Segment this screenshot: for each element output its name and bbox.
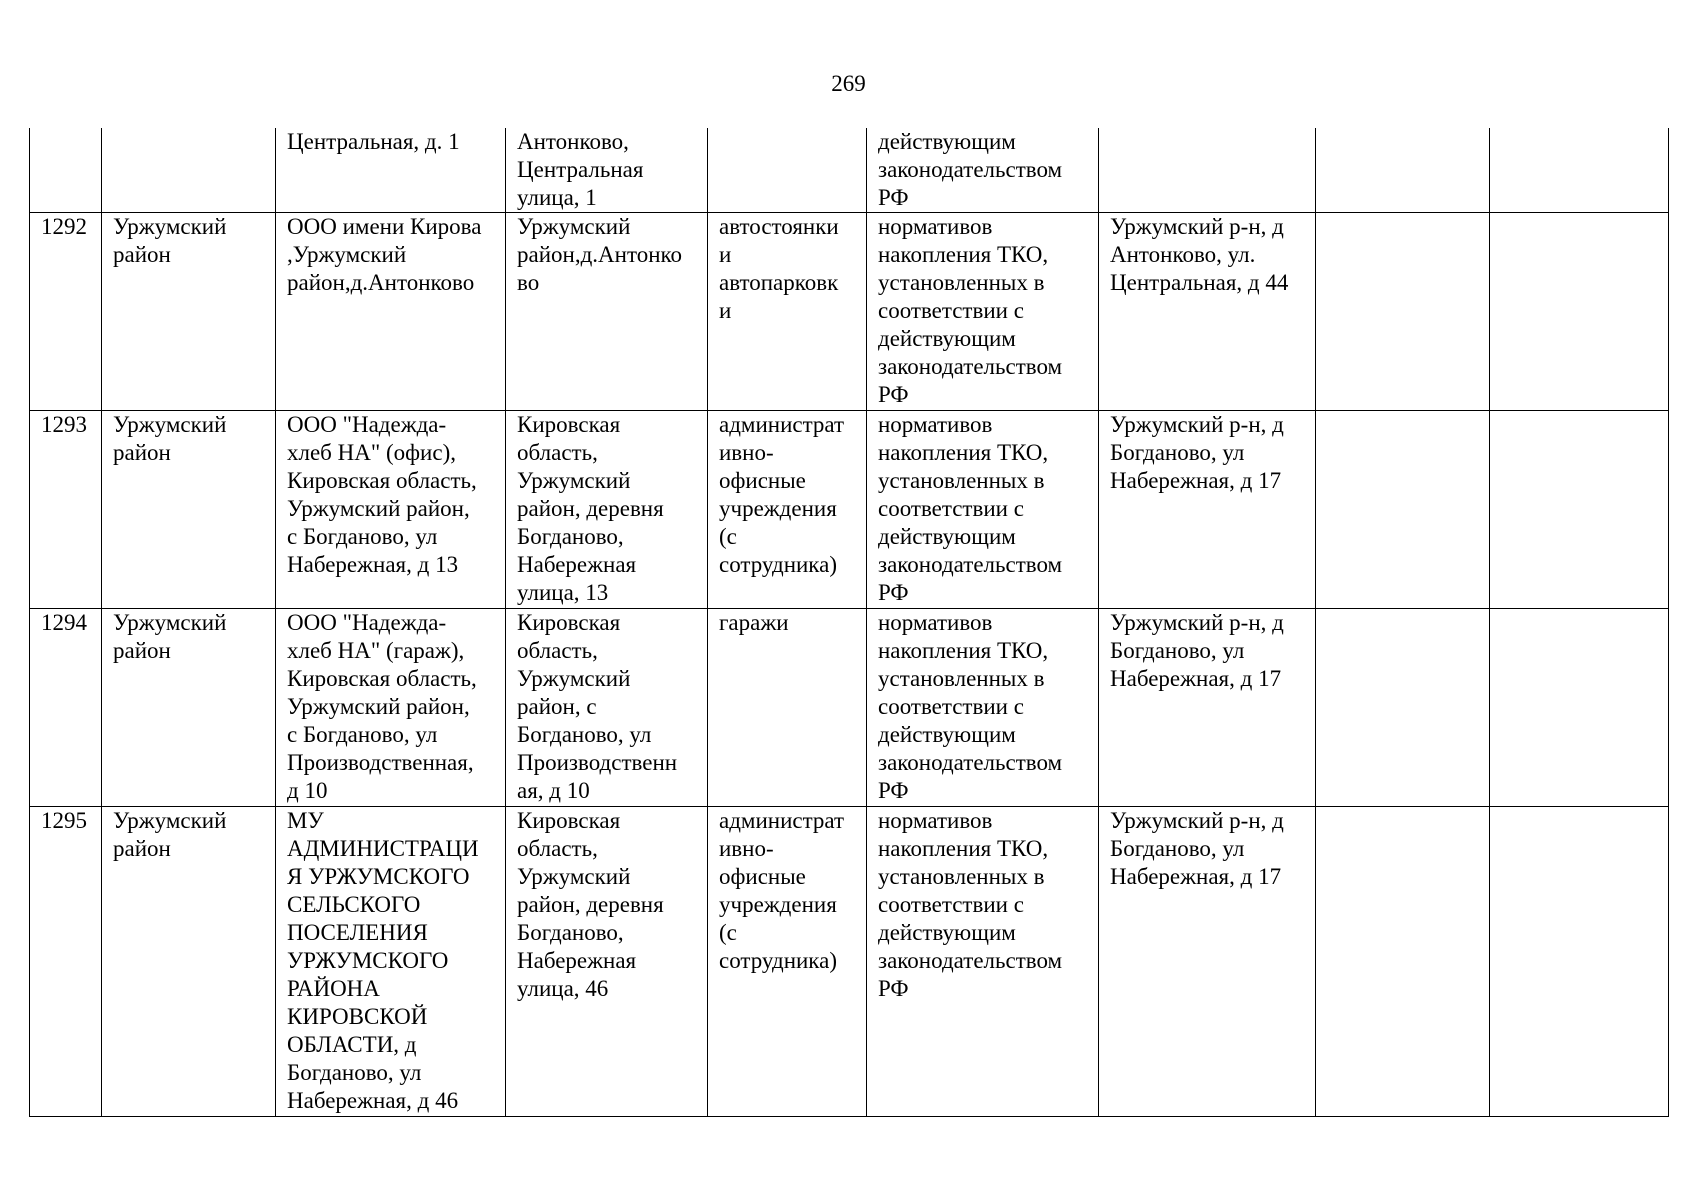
site-address-cell: Уржумский р-н, д Богданово, ул Набережная, д 17	[1099, 807, 1316, 1117]
table-row	[30, 807, 1669, 1117]
norms-cell: действующим законодательством РФ	[867, 128, 1099, 213]
organization-cell: ООО имени Кирова ,Уржумский район,д.Антонково	[276, 213, 506, 411]
table-row	[30, 213, 1669, 411]
registry-table	[29, 128, 1669, 1117]
address-cell: Кировская область, Уржумский район, деревня Богданово, Набережная улица, 13	[506, 411, 708, 609]
district-cell: Уржумский район	[102, 807, 276, 1117]
row-number-cell	[30, 128, 102, 213]
table-row	[30, 609, 1669, 807]
empty-cell	[1316, 411, 1490, 609]
row-number-cell: 1295	[30, 807, 102, 1117]
organization-cell: ООО "Надежда- хлеб НА" (офис), Кировская область, Уржумский район, с Богданово, ул Набережная, д 13	[276, 411, 506, 609]
empty-cell	[1490, 213, 1669, 411]
row-number-cell: 1293	[30, 411, 102, 609]
norms-cell: нормативов накопления ТКО, установленных в соответствии с действующим законодательством РФ	[867, 411, 1099, 609]
empty-cell	[1316, 609, 1490, 807]
empty-cell	[1490, 128, 1669, 213]
empty-cell	[1490, 807, 1669, 1117]
organization-cell: ООО "Надежда- хлеб НА" (гараж), Кировская область, Уржумский район, с Богданово, ул Производственная, д 10	[276, 609, 506, 807]
empty-cell	[1316, 807, 1490, 1117]
site-address-cell: Уржумский р-н, д Антонково, ул. Центральная, д 44	[1099, 213, 1316, 411]
norms-cell: нормативов накопления ТКО, установленных в соответствии с действующим законодательством РФ	[867, 609, 1099, 807]
empty-cell	[1316, 128, 1490, 213]
district-cell	[102, 128, 276, 213]
empty-cell	[1490, 411, 1669, 609]
site-address-cell: Уржумский р-н, д Богданово, ул Набережная, д 17	[1099, 411, 1316, 609]
table-row	[30, 411, 1669, 609]
address-cell: Уржумский район,д.Антонко во	[506, 213, 708, 411]
address-cell: Кировская область, Уржумский район, деревня Богданово, Набережная улица, 46	[506, 807, 708, 1117]
object-type-cell	[708, 128, 867, 213]
district-cell: Уржумский район	[102, 213, 276, 411]
object-type-cell: администрат ивно- офисные учреждения (с сотрудника)	[708, 807, 867, 1117]
address-cell: Антонково, Центральная улица, 1	[506, 128, 708, 213]
table-row	[30, 128, 1669, 213]
object-type-cell: гаражи	[708, 609, 867, 807]
row-number-cell: 1292	[30, 213, 102, 411]
empty-cell	[1316, 213, 1490, 411]
district-cell: Уржумский район	[102, 411, 276, 609]
page-number: 269	[831, 71, 866, 96]
empty-cell	[1490, 609, 1669, 807]
district-cell: Уржумский район	[102, 609, 276, 807]
site-address-cell	[1099, 128, 1316, 213]
organization-cell: Центральная, д. 1	[276, 128, 506, 213]
row-number-cell: 1294	[30, 609, 102, 807]
address-cell: Кировская область, Уржумский район, с Богданово, ул Производственн ая, д 10	[506, 609, 708, 807]
norms-cell: нормативов накопления ТКО, установленных в соответствии с действующим законодательством РФ	[867, 213, 1099, 411]
site-address-cell: Уржумский р-н, д Богданово, ул Набережная, д 17	[1099, 609, 1316, 807]
organization-cell: МУ АДМИНИСТРАЦИ Я УРЖУМСКОГО СЕЛЬСКОГО ПОСЕЛЕНИЯ УРЖУМСКОГО РАЙОНА КИРОВСКОЙ ОБЛАСТИ, д Богданово, ул Набережная, д 46	[276, 807, 506, 1117]
object-type-cell: администрат ивно- офисные учреждения (с сотрудника)	[708, 411, 867, 609]
object-type-cell: автостоянки и автопарковк и	[708, 213, 867, 411]
norms-cell: нормативов накопления ТКО, установленных в соответствии с действующим законодательством РФ	[867, 807, 1099, 1117]
